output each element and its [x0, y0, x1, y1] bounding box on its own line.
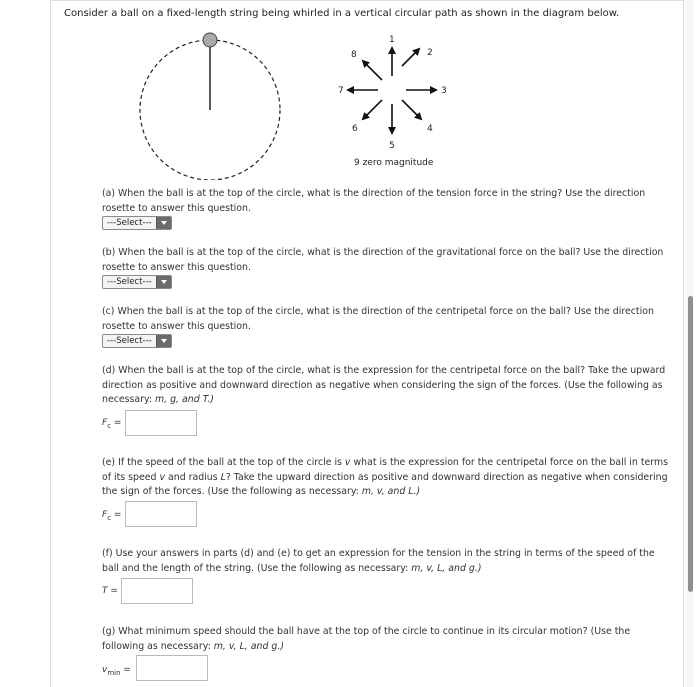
question-e: (e) If the speed of the ball at the top of the circle is v what is the expression for the centripetal force on the ball in terms of its speed v and radius L? Take the upward direction as positive and downward direction as negative when considering the sign of the forces. (Use the following as necessary: m, v, and L.)	[102, 457, 668, 497]
rosette-zero-label: 9 zero magnitude	[354, 158, 434, 168]
rosette-label-4: 4	[427, 124, 433, 134]
select-c-label: ---Select---	[107, 336, 152, 346]
select-c[interactable]	[102, 334, 172, 348]
question-a: (a) When the ball is at the top of the circle, what is the direction of the tension force in the string? Use the direction rosette to answer this question.	[102, 188, 646, 214]
arrow-4-icon	[402, 100, 421, 119]
rosette-label-8: 8	[351, 50, 357, 60]
answer-d-input[interactable]	[125, 410, 197, 436]
dropdown-arrow-icon[interactable]	[156, 276, 171, 288]
rosette-label-5: 5	[389, 141, 395, 151]
rosette-label-3: 3	[441, 86, 447, 96]
rosette-label-1: 1	[389, 35, 395, 45]
answer-e-input[interactable]	[125, 501, 197, 527]
arrow-8-icon	[363, 61, 382, 80]
arrow-2-icon	[402, 49, 419, 66]
select-b[interactable]	[102, 275, 172, 289]
answer-d-label: $F_c$ =	[102, 418, 122, 430]
rosette-label-6: 6	[352, 124, 358, 134]
answer-g-label: $v_{min}$ =	[102, 665, 131, 677]
select-b-label: ---Select---	[107, 277, 152, 287]
rosette-label-2: 2	[427, 48, 433, 58]
scrollbar-thumb[interactable]	[688, 296, 693, 592]
question-f: (f) Use your answers in parts (d) and (e) to get an expression for the tension in the string in terms of the speed of the ball and the length of the string. (Use the following as necessary: m, v, L, and g.)	[102, 548, 655, 574]
answer-f-input[interactable]	[121, 578, 193, 604]
question-d-text: (d) When the ball is at the top of the circle, what is the expression for the centripetal force on the ball? Take the upward direction as positive and downward direction as negative when considering the sign of the forces. (Use the following as necessary:	[102, 365, 666, 405]
diagram	[0, 0, 700, 180]
answer-f-label: T =	[102, 586, 118, 596]
direction-rosette	[338, 35, 447, 168]
question-c: (c) When the ball is at the top of the circle, what is the direction of the centripetal force on the ball? Use the direction rosette to answer this question.	[102, 306, 654, 332]
dropdown-arrow-icon[interactable]	[156, 217, 171, 229]
select-a-label: ---Select---	[107, 218, 152, 228]
question-d	[102, 364, 674, 408]
intro-text: Consider a ball on a fixed-length string being whirled in a vertical circular path as shown in the diagram below.	[64, 8, 620, 19]
arrow-6-icon	[363, 100, 382, 119]
rosette-label-7: 7	[338, 86, 344, 96]
select-a[interactable]	[102, 216, 172, 230]
question-g: (g) What minimum speed should the ball have at the top of the circle to continue in its circular motion? (Use the following as necessary: m, v, L, and g.)	[102, 626, 631, 652]
answer-g-input[interactable]	[136, 655, 208, 681]
dropdown-arrow-icon[interactable]	[156, 335, 171, 347]
question-b: (b) When the ball is at the top of the circle, what is the direction of the gravitational force on the ball? Use the direction rosette to answer this question.	[102, 247, 664, 273]
answer-e-label: $F_c$ =	[102, 510, 122, 522]
ball	[203, 33, 217, 47]
question-d-vars: m, g, and T.)	[155, 394, 214, 405]
